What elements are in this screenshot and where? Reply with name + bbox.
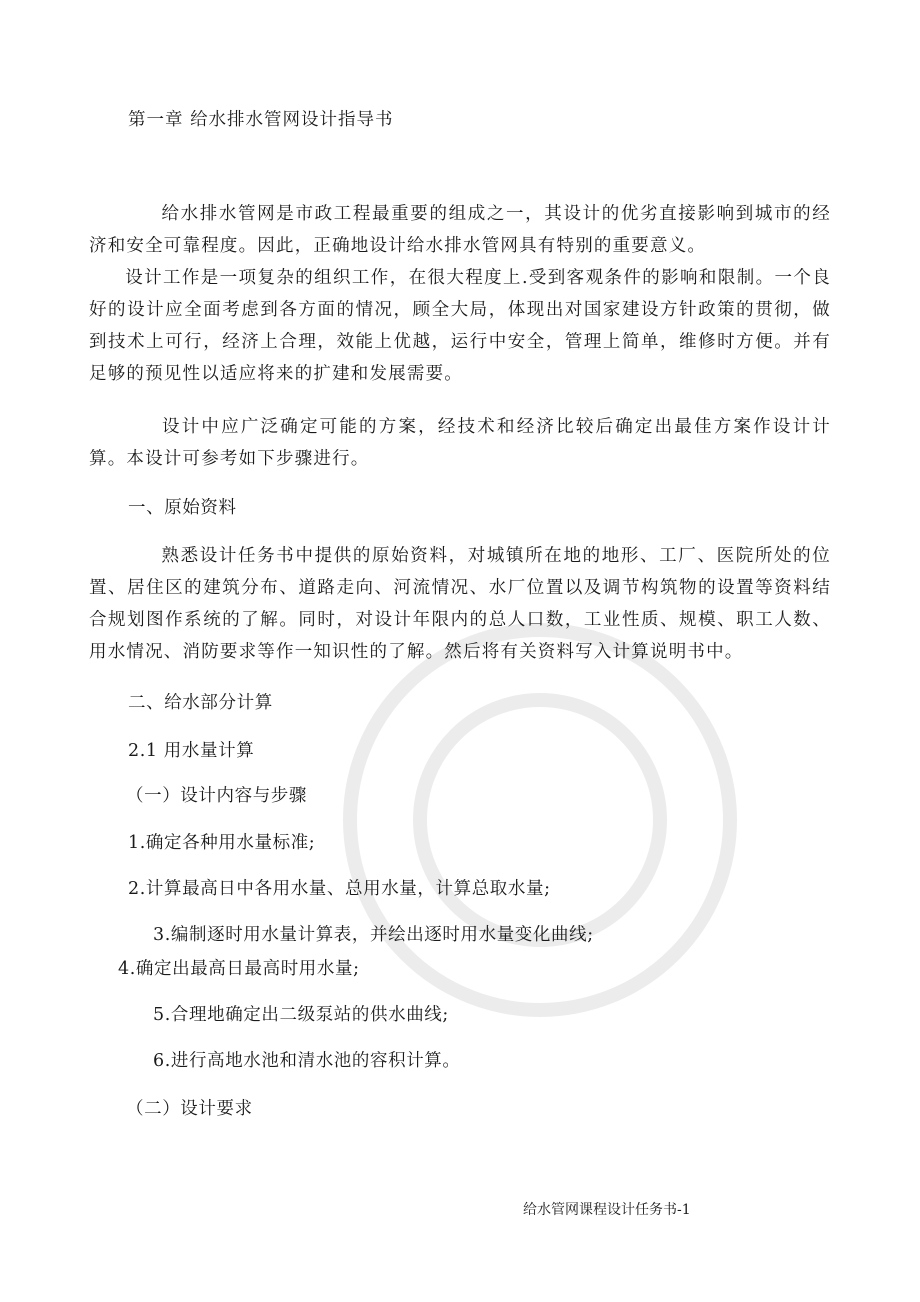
step-item: 4.确定出最高日最高时用水量; [118, 959, 360, 979]
step-item: 1.确定各种用水量标准; [128, 833, 316, 853]
intro-paragraph-1-text: 给水排水管网是市政工程最重要的组成之一，其设计的优劣直接影响到城市的经济和安全可靠程度。因此，正确地设计给水排水管网具有特别的重要意义。 [89, 204, 831, 256]
subsection-heading: 2.1 用水量计算 [128, 741, 255, 761]
intro-paragraph-3 [89, 411, 831, 475]
intro-paragraph-1 [89, 198, 831, 262]
section-1-heading: 一、原始资料 [128, 498, 237, 518]
step-item: 6.进行高地水池和清水池的容积计算。 [153, 1051, 461, 1071]
intro-paragraph-2-text: 设计工作是一项复杂的组织工作，在很大程度上.受到客观条件的影响和限制。一个良好的设计应全面考虑到各方面的情况，顾全大局，体现出对国家建设方针政策的贯彻，做到技术上可行，经济上合理，效能上优越，运行中安全，管理上简单，维修时方便。并有足够的预见性以适应将来的扩建和发展需要。 [89, 268, 831, 384]
design-content-heading: （一）设计内容与步骤 [126, 786, 307, 806]
section-1-paragraph [89, 540, 831, 668]
design-requirements-heading: （二）设计要求 [126, 1099, 253, 1119]
intro-paragraph-2 [89, 262, 831, 390]
intro-paragraph-3-text: 设计中应广泛确定可能的方案，经技术和经济比较后确定出最佳方案作设计计算。本设计可参考如下步骤进行。 [89, 417, 831, 469]
step-item: 5.合理地确定出二级泵站的供水曲线; [153, 1005, 449, 1025]
section-2-heading: 二、给水部分计算 [128, 693, 273, 713]
step-item: 3.编制逐时用水量计算表，并绘出逐时用水量变化曲线; [153, 925, 594, 945]
step-item: 2.计算最高日中各用水量、总用水量，计算总取水量; [128, 879, 551, 899]
section-1-paragraph-text: 熟悉设计任务书中提供的原始资料，对城镇所在地的地形、工厂、医院所处的位置、居住区的建筑分布、道路走向、河流情况、水厂位置以及调节构筑物的设置等资料结合规划图作系统的了解。同时，对设计年限内的总人口数，工业性质、规模、职工人数、用水情况、消防要求等作一知识性的了解。然后将有关资料写入计算说明书中。 [89, 546, 831, 662]
chapter-title: 第一章 给水排水管网设计指导书 [128, 110, 394, 130]
page-footer: 给水管网课程设计任务书-1 [523, 1202, 691, 1218]
